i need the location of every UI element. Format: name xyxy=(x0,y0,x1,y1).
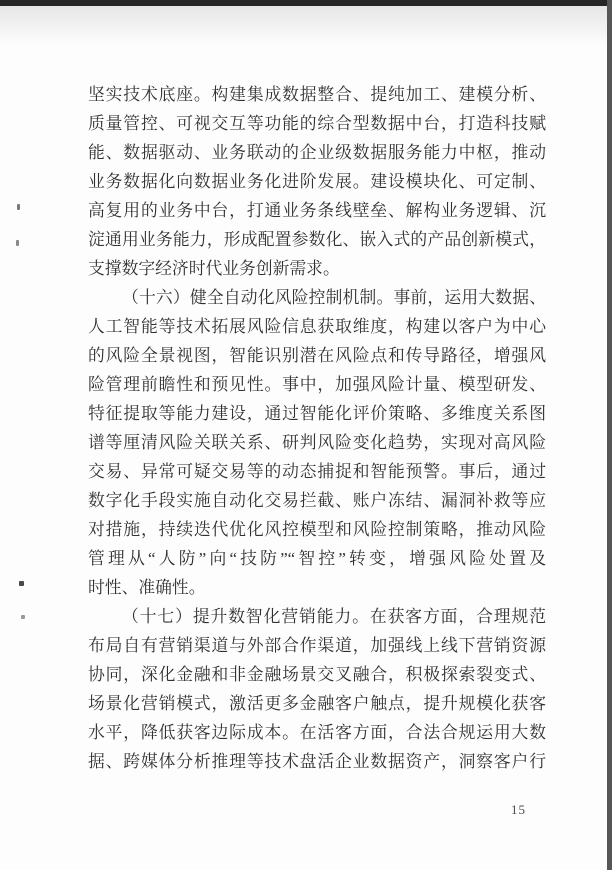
text-line: 谱等厘清风险关联关系、研判风险变化趋势，实现对高风险 xyxy=(88,433,546,452)
text-line: 协同，深化金融和非金融场景交叉融合，积极探索裂变式、 xyxy=(88,665,546,684)
text-line: 特征提取等能力建设，通过智能化评价策略、多维度关系图 xyxy=(88,404,546,423)
text-line: 险管理前瞻性和预见性。事中，加强风险计量、模型研发、 xyxy=(88,375,546,394)
text-line: 水平，降低获客边际成本。在活客方面，合法合规运用大数 xyxy=(88,723,546,742)
text-line: 交易、异常可疑交易等的动态捕捉和智能预警。事后，通过 xyxy=(88,462,546,481)
text-line: 的风险全景视图，智能识别潜在风险点和传导路径，增强风 xyxy=(88,346,546,365)
text-line: 业务数据化向数据业务化进阶发展。建设模块化、可定制、 xyxy=(88,172,546,191)
text-line: 高复用的业务中台，打通业务条线壁垒、解构业务逻辑、沉 xyxy=(88,201,546,220)
text-line: （十七）提升数智化营销能力。在获客方面，合理规范 xyxy=(122,607,546,626)
body-text xyxy=(88,80,546,776)
scan-speck xyxy=(17,204,20,210)
text-line: 坚实技术底座。构建集成数据整合、提纯加工、建模分析、 xyxy=(88,85,546,104)
scan-speck xyxy=(16,240,19,246)
scan-edge-right xyxy=(607,0,612,870)
text-line: 管理从“人防”向“技防”“智控”转变，增强风险处置及 xyxy=(88,549,546,568)
text-line: 能、数据驱动、业务联动的企业级数据服务能力中枢，推动 xyxy=(88,143,546,162)
text-line: 淀通用业务能力，形成配置参数化、嵌入式的产品创新模式， xyxy=(88,230,546,249)
scan-speck xyxy=(21,615,25,619)
scan-speck xyxy=(19,581,24,586)
text-line: 数字化手段实施自动化交易拦截、账户冻结、漏洞补救等应 xyxy=(88,491,546,510)
text-line: 支撑数字经济时代业务创新需求。 xyxy=(88,259,340,278)
text-line: 布局自有营销渠道与外部合作渠道，加强线上线下营销资源 xyxy=(88,636,546,655)
text-line: （十六）健全自动化风险控制机制。事前，运用大数据、 xyxy=(122,288,546,307)
text-line: 对措施，持续迭代优化风控模型和风险控制策略，推动风险 xyxy=(88,520,546,539)
scan-edge-top-shadow xyxy=(0,6,612,46)
text-line: 人工智能等技术拓展风险信息获取维度，构建以客户为中心 xyxy=(88,317,546,336)
text-line: 质量管控、可视交互等功能的综合型数据中台，打造科技赋 xyxy=(88,114,546,133)
text-line: 据、跨媒体分析推理等技术盘活企业数据资产，洞察客户行 xyxy=(88,752,546,771)
page-number: 15 xyxy=(511,802,526,817)
text-line: 场景化营销模式，激活更多金融客户触点，提升规模化获客 xyxy=(88,694,546,713)
text-line: 时性、准确性。 xyxy=(88,578,206,597)
